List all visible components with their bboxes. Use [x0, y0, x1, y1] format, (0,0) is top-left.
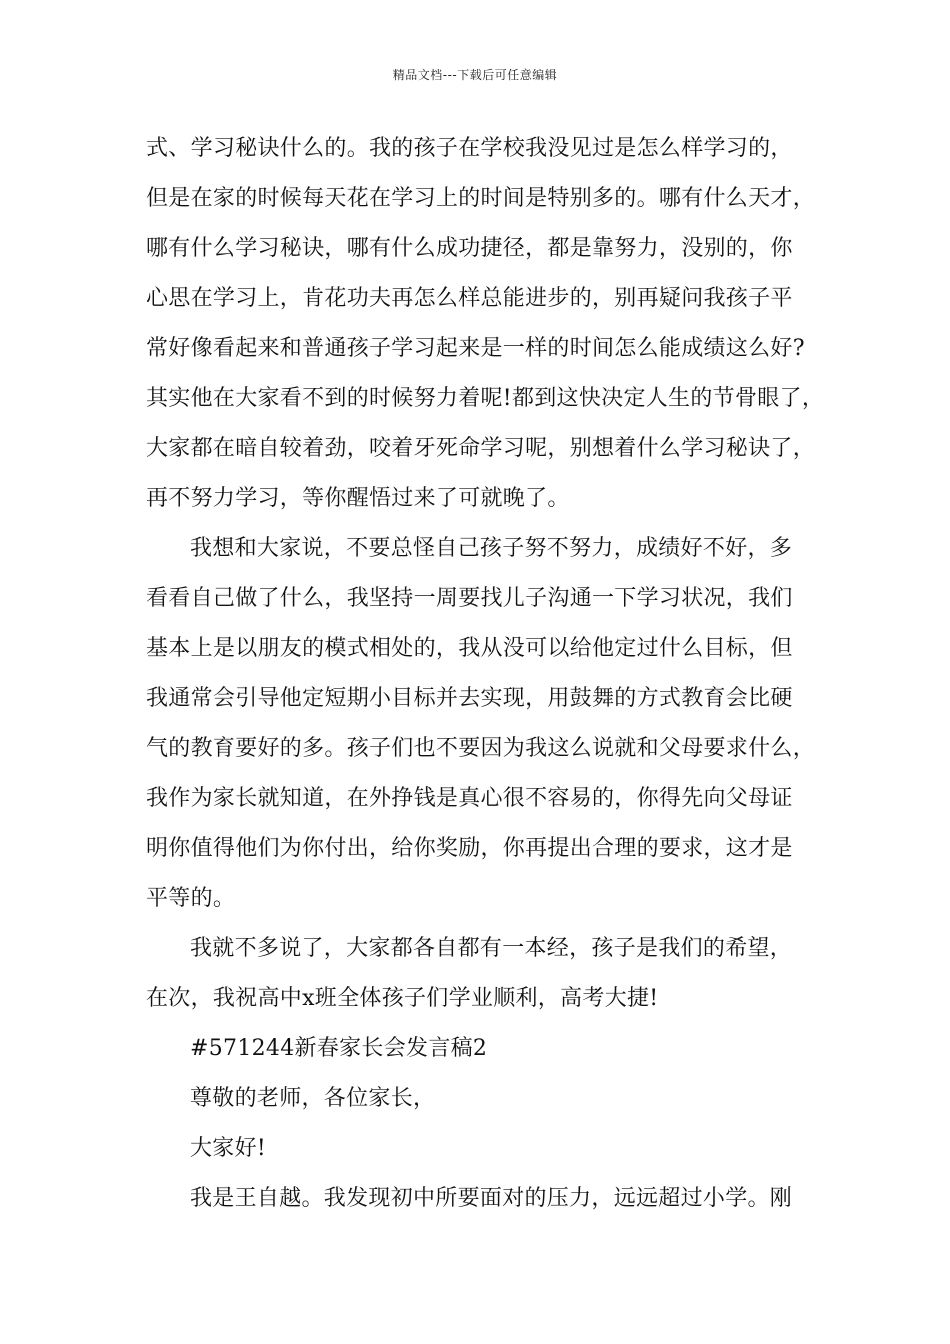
text-line: 基本上是以朋友的模式相处的，我从没可以给他定过什么目标，但 — [146, 636, 793, 661]
document-body — [146, 131, 826, 1231]
text-line: 明你值得他们为你付出，给你奖励，你再提出合理的要求，这才是 — [146, 836, 793, 861]
text-line: 气的教育要好的多。孩子们也不要因为我这么说就和父母要求什么， — [146, 736, 816, 761]
text-line: 再不努力学习，等你醒悟过来了可就晚了。 — [146, 486, 570, 511]
text-line: 看看自己做了什么，我坚持一周要找儿子沟通一下学习状况，我们 — [146, 586, 793, 611]
text-line: 常好像看起来和普通孩子学习起来是一样的时间怎么能成绩这么好? — [146, 336, 805, 361]
text-line: 我是王自越。我发现初中所要面对的压力，远远超过小学。刚 — [190, 1186, 793, 1211]
text-line: 心思在学习上，肯花功夫再怎么样总能进步的，别再疑问我孩子平 — [146, 286, 793, 311]
text-line: 式、学习秘诀什么的。我的孩子在学校我没见过是怎么样学习的， — [146, 136, 793, 161]
text-line: 平等的。 — [146, 886, 236, 911]
section-heading: #571244新春家长会发言稿2 — [190, 1036, 488, 1061]
text-line: 其实他在大家看不到的时候努力着呢!都到这快决定人生的节骨眼了， — [146, 386, 825, 411]
text-line: 我通常会引导他定短期小目标并去实现，用鼓舞的方式教育会比硬 — [146, 686, 793, 711]
greeting: 大家好! — [190, 1136, 267, 1161]
text-line: 哪有什么学习秘诀，哪有什么成功捷径，都是靠努力，没别的，你 — [146, 236, 793, 261]
page-header: 精品文档---下载后可任意编辑 — [392, 68, 558, 82]
text-line: 在次，我祝高中x班全体孩子们学业顺利，高考大捷! — [146, 986, 659, 1011]
text-line: 我想和大家说，不要总怪自己孩子努不努力，成绩好不好，多 — [190, 536, 793, 561]
text-line: 我作为家长就知道，在外挣钱是真心很不容易的，你得先向父母证 — [146, 786, 793, 811]
text-line: 我就不多说了，大家都各自都有一本经，孩子是我们的希望， — [190, 936, 793, 961]
text-line: 但是在家的时候每天花在学习上的时间是特别多的。哪有什么天才， — [146, 186, 816, 211]
text-line: 大家都在暗自较着劲，咬着牙死命学习呢，别想着什么学习秘诀了， — [146, 436, 816, 461]
salutation: 尊敬的老师，各位家长， — [190, 1086, 436, 1111]
